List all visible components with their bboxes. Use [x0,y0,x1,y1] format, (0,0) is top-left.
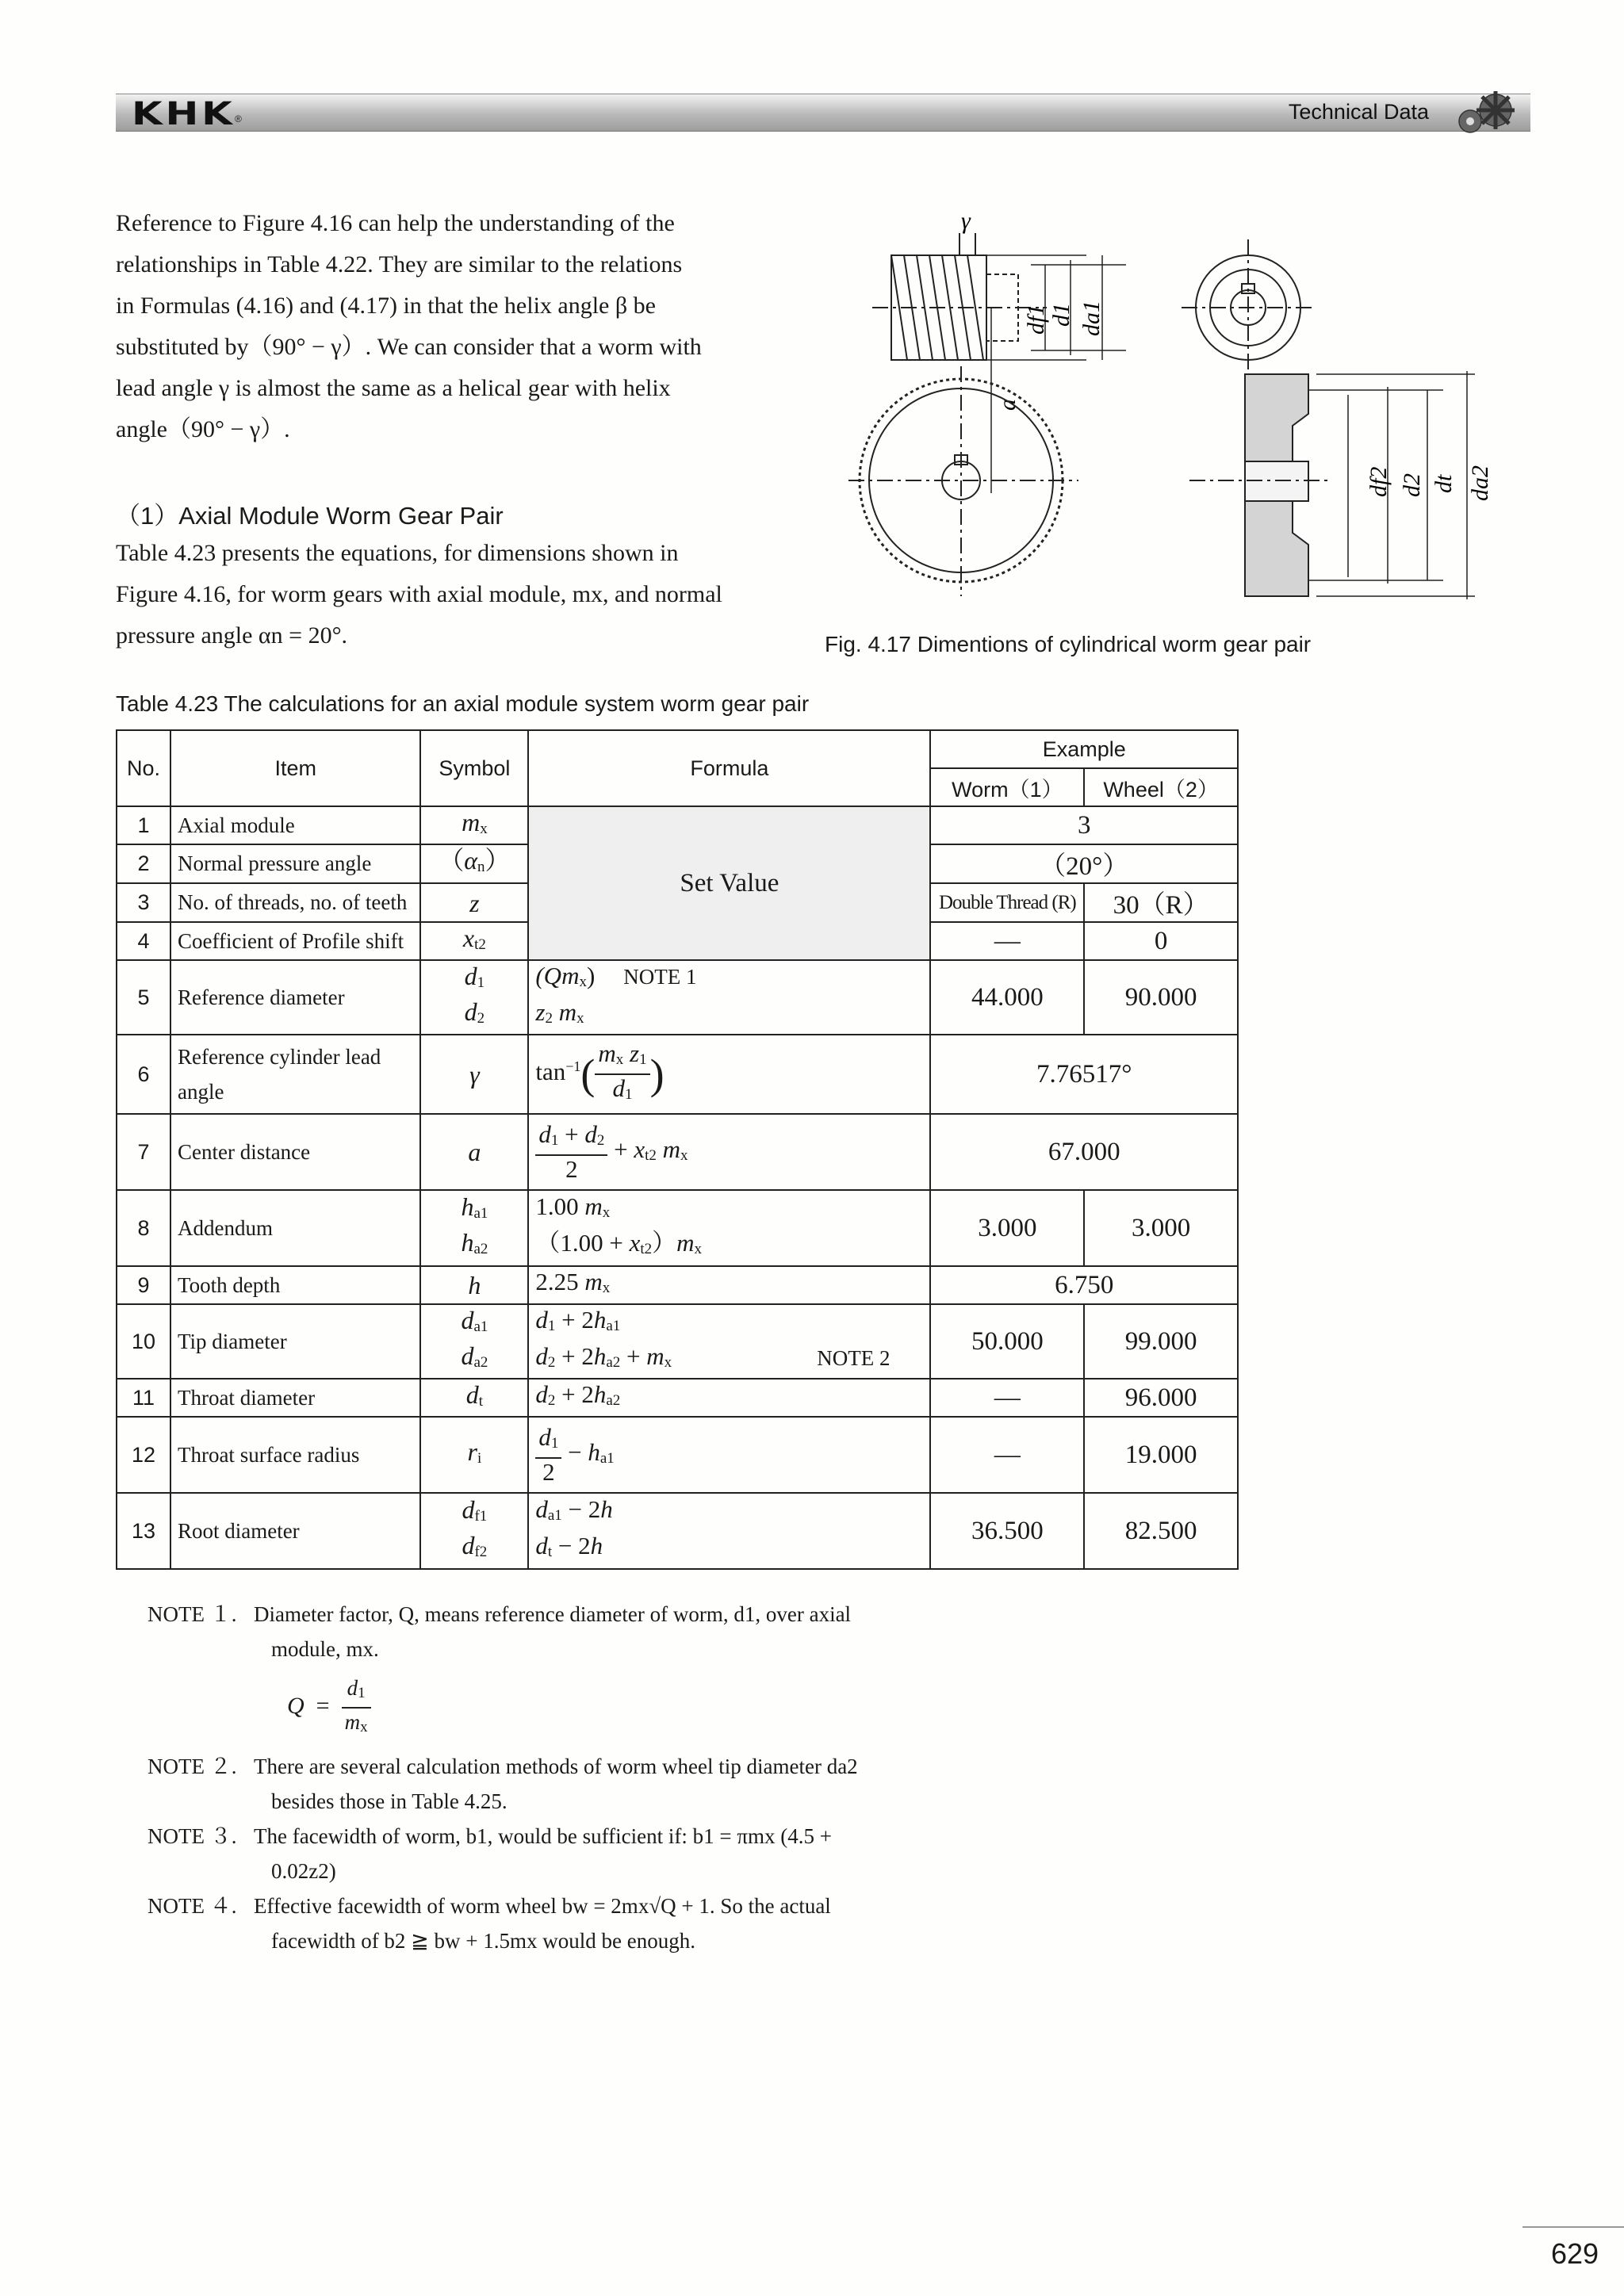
cell-symbol: a [420,1114,528,1190]
notes [147,1597,925,1958]
cell-example: 3 [930,806,1238,844]
cell-wheel: 82.500 [1084,1493,1238,1569]
khk-logo: KHK [132,96,236,132]
page-number: 629 [1551,2237,1599,2270]
section-paragraph [116,533,782,656]
cell-no: 5 [117,960,170,1035]
label-dt: dt [1431,474,1457,493]
cell-symbol: xt2 [420,922,528,960]
figure-caption: Fig. 4.17 Dimentions of cylindrical worm gear pair [825,632,1312,656]
label-d2: d2 [1399,473,1425,497]
header-item: Item [170,730,420,806]
cell-wheel: 3.000 [1084,1190,1238,1266]
cell-item: Normal pressure angle [170,844,420,883]
cell-worm: — [930,1417,1084,1493]
page-number-rule [1522,2226,1624,2228]
note-text: Effective facewidth of worm wheel bw = 2mx√Q + 1. So the actual [254,1894,831,1918]
worm-drawing [872,233,1047,360]
q-formula: Q = $\frac{d1}{mx}$ [287,1674,925,1741]
cell-worm: Double Thread (R) [930,883,1084,922]
label-df2: df2 [1365,466,1392,497]
cell-symbol: mx [420,806,528,844]
intro-line: substituted by（90° − γ）. We can consider that a worm with [116,334,702,360]
table-row [117,1266,1238,1304]
note-4 [147,1888,925,1958]
note-text: The facewidth of worm, b1, would be sufficient if: b1 = πmx (4.5 + [254,1824,832,1848]
cell-wheel: 30（R） [1084,883,1238,922]
cell-item: Tip diameter [170,1304,420,1379]
cell-no: 13 [117,1493,170,1569]
cell-example: 6.750 [930,1266,1238,1304]
label-da2: da2 [1467,465,1493,501]
cell-symbol: d1 d2 [420,960,528,1035]
cell-symbol: dt [420,1379,528,1417]
cell-no: 12 [117,1417,170,1493]
label-gamma: γ [961,208,971,234]
wheel-drawing [848,366,1078,596]
cell-wheel: 99.000 [1084,1304,1238,1379]
section-title: Technical Data [1288,100,1429,124]
note-text: Diameter factor, Q, means reference diameter of worm, d1, over axial [254,1602,852,1626]
worm-end-view [1182,239,1316,374]
cell-formula: 1.00 mx （1.00 + xt2）mx [528,1190,930,1266]
table-row [117,960,1238,1035]
cell-formula: $\frac{d1}{2}$ − ha1 [528,1417,930,1493]
header-wheel: Wheel（2） [1084,768,1238,806]
cell-symbol: da1 da2 [420,1304,528,1379]
header-no: No. [117,730,170,806]
registered-mark: ® [235,113,242,124]
cell-worm: 36.500 [930,1493,1084,1569]
note-label: NOTE ２. [147,1755,237,1778]
cell-worm: — [930,1379,1084,1417]
header-worm: Worm（1） [930,768,1084,806]
table-row [117,1417,1238,1493]
cell-no: 4 [117,922,170,960]
cell-no: 9 [117,1266,170,1304]
cell-no: 1 [117,806,170,844]
cell-formula: 2.25 mx [528,1266,930,1304]
cell-item: Addendum [170,1190,420,1266]
cell-item: Throat diameter [170,1379,420,1417]
cell-formula: $\frac{d1 + d2}{2}$ + xt2 mx [528,1114,930,1190]
note-1 [147,1597,925,1667]
note-label: NOTE ４. [147,1894,237,1918]
cell-example: 7.76517° [930,1035,1238,1114]
cell-worm: 3.000 [930,1190,1084,1266]
header-bar [116,94,1530,132]
cell-wheel: 90.000 [1084,960,1238,1035]
cell-no: 11 [117,1379,170,1417]
cell-formula: (Qmx) NOTE 1 z2 mx [528,960,930,1035]
cell-symbol: h [420,1266,528,1304]
note-text: module, mx. [271,1637,379,1661]
table-row [117,1035,1238,1114]
header-formula: Formula [528,730,930,806]
cell-no: 8 [117,1190,170,1266]
formula-note: NOTE 2 [817,1346,891,1370]
cell-formula: d1 + 2ha1 d2 + 2ha2 + mx NOTE 2 [528,1304,930,1379]
cell-worm: 50.000 [930,1304,1084,1379]
calc-table [116,729,1239,1570]
note-label: NOTE １. [147,1602,237,1626]
note-3 [147,1819,925,1888]
intro-paragraph [116,203,782,450]
note-text: facewidth of b2 ≧ bw + 1.5mx would be enough. [271,1929,696,1953]
note-text: 0.02z2) [271,1859,336,1883]
label-df1: df1 [1023,304,1049,335]
cell-item: Center distance [170,1114,420,1190]
header-symbol: Symbol [420,730,528,806]
intro-line: lead angle γ is almost the same as a helical gear with helix [116,375,671,401]
intro-line: relationships in Table 4.22. They are similar to the relations [116,251,683,277]
cell-symbol: （αn） [420,844,528,883]
table-row [117,1304,1238,1379]
cell-no: 6 [117,1035,170,1114]
table-caption: Table 4.23 The calculations for an axial module system worm gear pair [116,691,810,716]
intro-line: in Formulas (4.16) and (4.17) in that the helix angle β be [116,293,656,319]
cell-item: No. of threads, no. of teeth [170,883,420,922]
cell-symbol: df1 df2 [420,1493,528,1569]
intro-line: Reference to Figure 4.16 can help the understanding of the [116,210,675,236]
label-a: a [994,399,1021,411]
cell-no: 7 [117,1114,170,1190]
note-text: besides those in Table 4.25. [271,1789,508,1813]
section-line: Table 4.23 presents the equations, for dimensions shown in [116,540,679,566]
cell-item: Tooth depth [170,1266,420,1304]
cell-formula: d2 + 2ha2 [528,1379,930,1417]
formula-note: NOTE 1 [623,965,697,989]
note-label: NOTE ３. [147,1824,237,1848]
table-row [117,1190,1238,1266]
worm-gear-figure [841,208,1507,620]
cell-wheel: 0 [1084,922,1238,960]
cell-item: Root diameter [170,1493,420,1569]
table-row [117,1379,1238,1417]
cell-item: Coefficient of Profile shift [170,922,420,960]
cell-set-value: Set Value [528,806,930,960]
cell-item: Reference diameter [170,960,420,1035]
cell-symbol: z [420,883,528,922]
cell-no: 10 [117,1304,170,1379]
note-2 [147,1749,925,1819]
cell-example: （20°） [930,844,1238,883]
cell-item: Reference cylinder lead angle [170,1035,420,1114]
cell-worm: 44.000 [930,960,1084,1035]
cell-wheel: 19.000 [1084,1417,1238,1493]
gear-icon [1446,90,1522,137]
cell-worm: — [930,922,1084,960]
intro-line: angle（90° − γ）. [116,416,290,442]
section-heading: （1）Axial Module Worm Gear Pair [116,502,504,530]
cell-symbol: ha1 ha2 [420,1190,528,1266]
table-row [117,1493,1238,1569]
table-row [117,806,1238,844]
cell-symbol: ri [420,1417,528,1493]
cell-formula: $\tan^{-1}$( $\frac{\text{mx z1}}{d1}$ ) [528,1035,930,1114]
cell-example: 67.000 [930,1114,1238,1190]
label-d1: d1 [1048,303,1074,327]
cell-formula: da1 − 2h dt − 2h [528,1493,930,1569]
section-line: pressure angle αn = 20°. [116,622,348,649]
label-da1: da1 [1078,300,1105,336]
section-line: Figure 4.16, for worm gears with axial module, mx, and normal [116,581,722,607]
cell-item: Axial module [170,806,420,844]
cell-symbol: γ [420,1035,528,1114]
cell-no: 3 [117,883,170,922]
table-row [117,1114,1238,1190]
cell-wheel: 96.000 [1084,1379,1238,1417]
header-example: Example [930,730,1238,768]
cell-item: Throat surface radius [170,1417,420,1493]
note-text: There are several calculation methods of worm wheel tip diameter da2 [254,1755,858,1778]
cell-no: 2 [117,844,170,883]
